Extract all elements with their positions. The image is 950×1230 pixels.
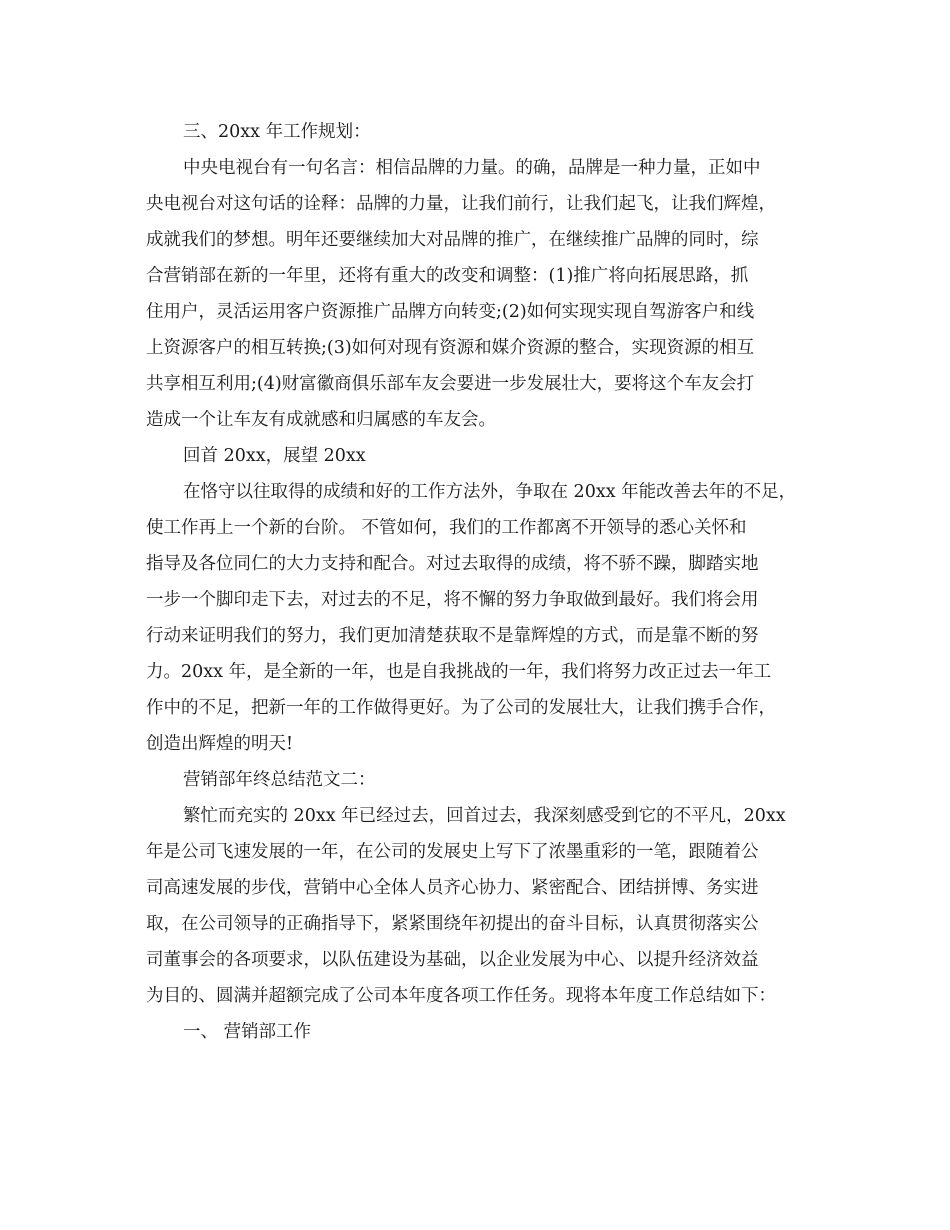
heading-sample-two: 营销部年终总结范文二： [183,770,376,790]
paragraph-line: 成就我们的梦想。明年还要继续加大对品牌的推广，在继续推广品牌的同时，综 [146,230,759,250]
paragraph-line: 年是公司飞速发展的一年，在公司的发展史上写下了浓墨重彩的一笔，跟随着公 [146,842,759,862]
paragraph-line: 为目的、圆满并超额完成了公司本年度各项工作任务。现将本年度工作总结如下： [146,986,776,1006]
paragraph-line: 造成一个让车友有成就感和归属感的车友会。 [146,410,496,430]
paragraph-line: 行动来证明我们的努力，我们更加清楚获取不是靠辉煌的方式，而是靠不断的努 [146,626,759,646]
paragraph-line: 创造出辉煌的明天! [146,734,294,754]
heading-work-plan: 三、20xx 年工作规划： [183,122,371,142]
heading-marketing-work: 一、 营销部工作 [183,1022,312,1042]
paragraph-line: 使工作再上一个新的台阶。 不管如何，我们的工作都离不开领导的悉心关怀和 [146,518,747,538]
paragraph-line: 一步一个脚印走下去，对过去的不足，将不懈的努力争取做到最好。我们将会用 [146,590,759,610]
paragraph-line: 在恪守以往取得的成绩和好的工作方法外，争取在 20xx 年能改善去年的不足， [183,482,797,502]
paragraph-line: 上资源客户的相互转换;(3)如何对现有资源和媒介资源的整合，实现资源的相互 [146,338,755,358]
paragraph-line: 住用户，灵活运用客户资源推广品牌方向转变;(2)如何实现实现自驾游客户和线 [146,302,755,322]
paragraph-line: 作中的不足，把新一年的工作做得更好。为了公司的发展壮大，让我们携手合作， [146,698,776,718]
paragraph-line: 央电视台对这句话的诠释：品牌的力量，让我们前行，让我们起飞，让我们辉煌， [146,194,776,214]
paragraph-line: 共享相互利用;(4)财富徽商俱乐部车友会要进一步发展壮大，要将这个车友会打 [146,374,755,394]
paragraph-line: 繁忙而充实的 20xx 年已经过去，回首过去，我深刻感受到它的不平凡，20xx [183,806,786,826]
paragraph-line: 司董事会的各项要求，以队伍建设为基础，以企业发展为中心、以提升经济效益 [146,950,759,970]
paragraph-line: 取，在公司领导的正确指导下，紧紧围绕年初提出的奋斗目标，认真贯彻落实公 [146,914,759,934]
paragraph-line: 合营销部在新的一年里，还将有重大的改变和调整：(1)推广将向拓展思路，抓 [146,266,749,286]
paragraph-line: 指导及各位同仁的大力支持和配合。对过去取得的成绩，将不骄不躁，脚踏实地 [146,554,759,574]
paragraph-line: 中央电视台有一句名言：相信品牌的力量。的确，品牌是一种力量，正如中 [183,158,761,178]
paragraph-line: 力。20xx 年，是全新的一年，也是自我挑战的一年，我们将努力改正过去一年工 [146,662,772,682]
paragraph-line: 司高速发展的步伐，营销中心全体人员齐心协力、紧密配合、团结拼博、务实进 [146,878,759,898]
heading-review-outlook: 回首 20xx，展望 20xx [183,446,366,466]
